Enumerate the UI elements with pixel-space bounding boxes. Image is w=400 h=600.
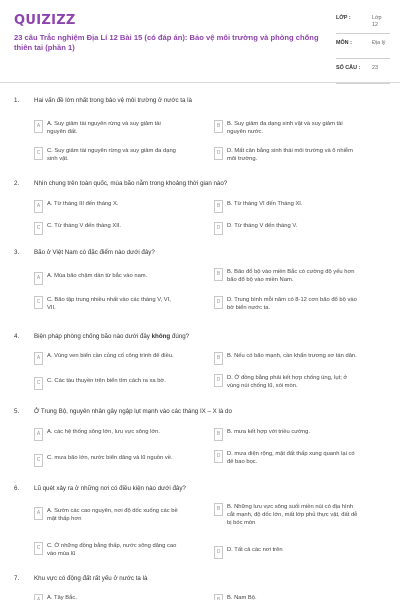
option-b[interactable] <box>214 120 359 136</box>
meta-row-subject <box>336 35 390 60</box>
option-a[interactable] <box>34 120 179 136</box>
option-a[interactable] <box>34 200 179 213</box>
option-letter-box: C <box>34 454 43 467</box>
meta-key-grade: LỚP : <box>336 15 351 21</box>
option-letter-box: D <box>214 546 223 559</box>
option-letter-box: A <box>34 200 43 213</box>
option-text: D. Trung bình mỗi năm có 8-12 cơn bão đổ bộ vào bờ biển nước ta. <box>227 297 357 311</box>
header-divider <box>0 82 400 83</box>
option-text: B. Nam Bộ. <box>227 595 257 600</box>
option-text: A. Tây Bắc. <box>47 595 77 600</box>
option-letter-box: B <box>214 428 223 441</box>
question-text: Nhìn chung trên toàn quốc, mùa bão nằm trong khoảng thời gian nào? <box>34 180 228 187</box>
option-text: B. Suy giảm đa dạng sinh vật và suy giảm tài nguyên nước. <box>227 121 343 135</box>
option-d[interactable] <box>214 222 359 235</box>
option-a[interactable] <box>34 428 179 441</box>
divider <box>336 33 390 34</box>
option-text: A. Sườn các cao nguyên, nơi độ dốc xuống các bề mặt thấp hơn <box>47 508 178 522</box>
option-b[interactable] <box>214 594 359 600</box>
option-letter-box: D <box>214 296 223 309</box>
option-c[interactable] <box>34 542 179 558</box>
option-a[interactable] <box>34 272 179 285</box>
option-text: D. mưa diện rộng, mặt đất thấp xung quanh lại có đê bao bọc. <box>227 451 355 465</box>
option-letter-box: B <box>214 200 223 213</box>
question-text: Hai vấn đề lớn nhất trong bảo vệ môi trường ở nước ta là <box>34 97 192 104</box>
option-text: C. mưa bão lớn, nước biển dâng và lũ nguồn về. <box>47 455 173 461</box>
option-text: A. Suy giảm tài nguyên rừng và suy giảm tài nguyên đất. <box>47 121 161 135</box>
option-text: A. Vùng ven biển cần củng cố công trình đê điều. <box>47 353 174 359</box>
option-b[interactable] <box>214 200 359 213</box>
option-text: C. Bão tập trung nhiều nhất vào các tháng V, VI, VII. <box>47 297 171 311</box>
option-text: D. Mất cân bằng sinh thái môi trường và ô nhiễm môi trường. <box>227 148 353 162</box>
option-text: C. Suy giảm tài nguyên rừng và suy giảm đa dạng sinh vật. <box>47 148 176 162</box>
meta-key-subject: MÔN : <box>336 40 352 46</box>
option-text: A. các hệ thống sông lớn, lưu vực sông lớn. <box>47 429 161 435</box>
question-text-emphasis: không <box>151 333 171 340</box>
option-letter-box: C <box>34 147 43 160</box>
option-text: C. Các tàu thuyền trên biển tìm cách ra xa bờ. <box>47 378 166 384</box>
option-b[interactable] <box>214 503 359 527</box>
meta-key-count: SỐ CÂU : <box>336 65 361 71</box>
divider <box>336 58 390 59</box>
option-a[interactable] <box>34 352 179 365</box>
question-number: 4. <box>14 333 20 340</box>
option-letter-box: B <box>214 503 223 516</box>
option-letter-box: C <box>34 222 43 235</box>
question-text-part: đúng? <box>170 333 190 340</box>
question-number: 1. <box>14 97 20 104</box>
option-letter-box: C <box>34 542 43 555</box>
option-d[interactable] <box>214 374 359 390</box>
question-number: 3. <box>14 249 20 256</box>
option-c[interactable] <box>34 296 179 312</box>
option-b[interactable] <box>214 428 359 441</box>
option-letter-box: C <box>34 296 43 309</box>
option-text: C. Từ tháng V đến tháng XII. <box>47 223 122 229</box>
option-c[interactable] <box>34 147 179 163</box>
question-text-part: Biện pháp phòng chống bão nào dưới đây <box>34 333 152 340</box>
option-letter-box: A <box>34 272 43 285</box>
option-letter-box: B <box>214 268 223 281</box>
option-c[interactable] <box>34 454 179 467</box>
option-text: B. Nếu có bão mạnh, cần khẩn trương sơ tán dân. <box>227 353 357 359</box>
option-d[interactable] <box>214 147 359 163</box>
option-text: A. Mùa bão chậm dần từ bắc vào nam. <box>47 273 148 279</box>
option-c[interactable] <box>34 377 179 390</box>
option-d[interactable] <box>214 546 359 559</box>
document-header <box>0 0 400 80</box>
option-letter-box: D <box>214 450 223 463</box>
meta-value-count: 23 <box>372 65 378 71</box>
option-text: B. Những lưu vực sông suối miền núi có địa hình cắt mạnh, độ dốc lớn, mất lớp phủ thực vật, đất dễ bị bóc mòn <box>227 504 358 526</box>
option-d[interactable] <box>214 296 359 312</box>
option-text: C. Ở những đồng bằng thấp, nước sông dâng cao vào mùa lũ <box>47 543 177 557</box>
question-text: Khu vực có động đất rất yếu ở nước ta là <box>34 575 148 582</box>
meta-value-grade: Lớp 12 <box>372 15 382 28</box>
option-letter-box: D <box>214 147 223 160</box>
option-text: D. Từ tháng V đến tháng V. <box>227 223 298 229</box>
meta-value-subject: Địa lý <box>372 40 386 46</box>
option-letter-box: A <box>34 120 43 133</box>
option-letter-box: D <box>214 222 223 235</box>
option-c[interactable] <box>34 222 179 235</box>
option-letter-box: A <box>34 507 43 520</box>
option-a[interactable] <box>34 507 179 523</box>
option-letter-box: D <box>214 374 223 387</box>
question-number: 6. <box>14 485 20 492</box>
option-letter-box: A <box>34 594 43 600</box>
option-d[interactable] <box>214 450 359 466</box>
option-a[interactable] <box>34 594 179 600</box>
option-letter-box: B <box>214 594 223 600</box>
option-letter-box: B <box>214 352 223 365</box>
quizizz-logo[interactable]: QUIZIZZ <box>14 13 76 28</box>
question-number: 2. <box>14 180 20 187</box>
question-number: 7. <box>14 575 20 582</box>
question-text <box>34 333 374 341</box>
option-b[interactable] <box>214 352 359 365</box>
divider <box>336 83 390 84</box>
question-text: Bão ở Việt Nam có đặc điểm nào dưới đây? <box>34 249 155 256</box>
question-text: Lũ quét xảy ra ở những nơi có điều kiện nào dưới đây? <box>34 485 186 492</box>
option-text: B. mưa kết hợp với triều cường. <box>227 429 310 435</box>
option-letter-box: A <box>34 428 43 441</box>
option-text: A. Từ tháng III đến tháng X. <box>47 201 119 207</box>
document-title: 23 câu Trắc nghiệm Địa Lí 12 Bài 15 (có đáp án): Bảo vệ môi trường và phòng chống thiên tai (phần 1) <box>14 33 319 52</box>
option-letter-box: B <box>214 120 223 133</box>
meta-row-grade <box>336 10 390 35</box>
option-text: B. Bão đổ bộ vào miền Bắc có cường độ yếu hơn bão đổ bộ vào miền Nam. <box>227 269 355 283</box>
option-text: D. Ở đồng bằng phải kết hợp chống úng, lụt; ở vùng núi chống lũ, xói mòn. <box>227 375 348 389</box>
option-letter-box: C <box>34 377 43 390</box>
question-number: 5. <box>14 408 20 415</box>
option-text: B. Từ tháng VI đến Tháng XI. <box>227 201 303 207</box>
option-b[interactable] <box>214 268 359 284</box>
question-text: Ở Trung Bộ, nguyên nhân gây ngập lụt mạnh vào các tháng IX – X là do <box>34 408 232 415</box>
meta-panel <box>336 10 390 85</box>
option-letter-box: A <box>34 352 43 365</box>
option-text: D. Tất cả các nơi trên <box>227 547 283 553</box>
